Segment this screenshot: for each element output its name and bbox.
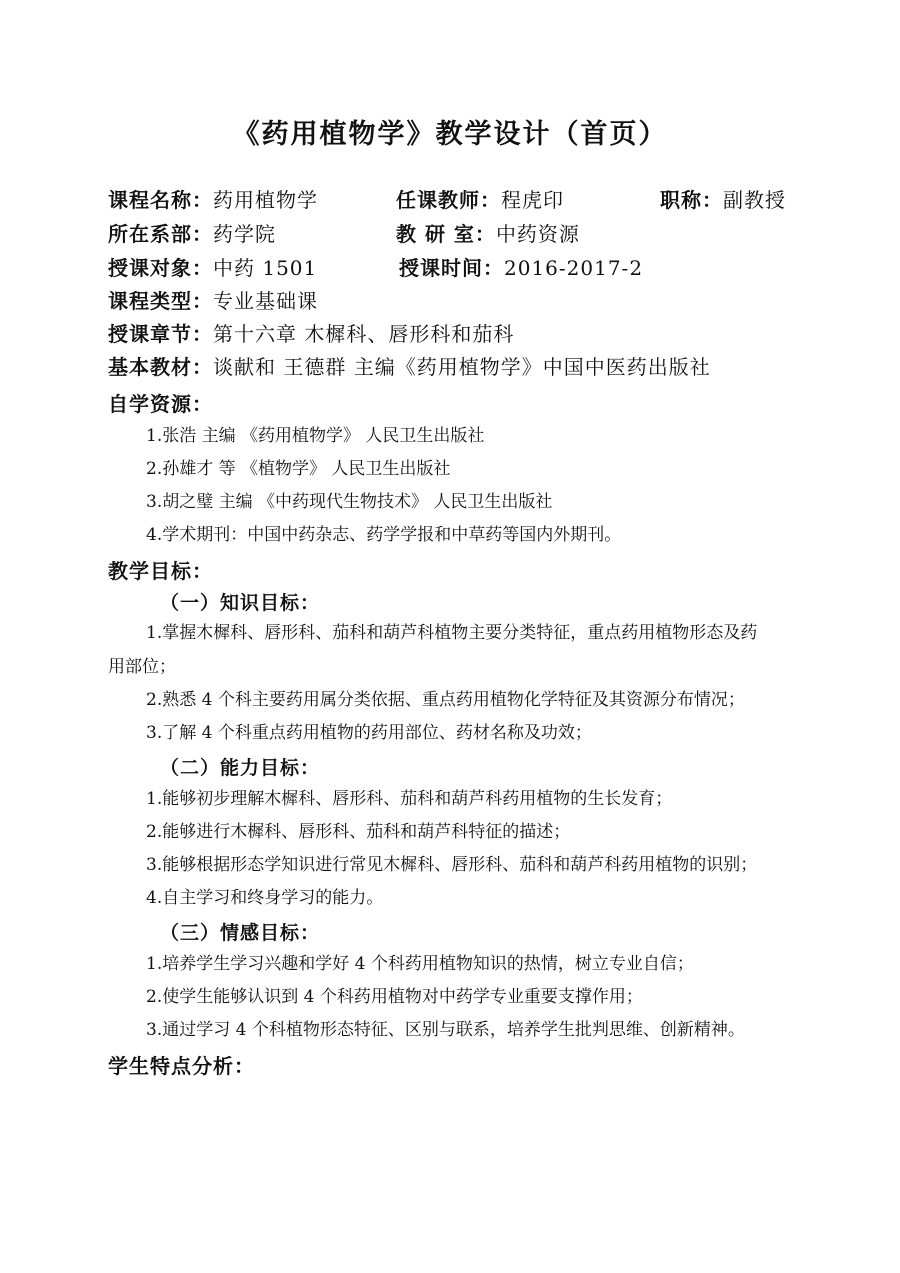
course-name-row xyxy=(108,186,318,214)
resource-item: 1.张浩 主编 《药用植物学》 人民卫生出版社 xyxy=(146,426,485,446)
dept-label: 所在系部： xyxy=(108,222,213,246)
target-value: 中药 1501 xyxy=(213,256,318,280)
ability-goal-item: 1.能够初步理解木樨科、唇形科、茄科和葫芦科药用植物的生长发育； xyxy=(146,789,673,809)
textbook-row xyxy=(108,353,711,381)
emotion-goal-item: 1.培养学生学习兴趣和学好 4 个科药用植物知识的热情，树立专业自信； xyxy=(146,954,694,974)
knowledge-goal-item: 3.了解 4 个科重点药用植物的药用部位、药材名称及功效； xyxy=(146,723,592,743)
ability-goal-item: 4.自主学习和终身学习的能力。 xyxy=(146,888,384,908)
resource-item: 3.胡之璧 主编 《中药现代生物技术》 人民卫生出版社 xyxy=(146,492,553,512)
rank-row xyxy=(660,186,786,214)
knowledge-goal-item: 1.掌握木樨科、唇形科、茄科和葫芦科植物主要分类特征，重点药用植物形态及药 xyxy=(146,623,758,643)
emotion-goals-heading: （三）情感目标： xyxy=(160,922,321,944)
resource-item: 2.孙雄才 等 《植物学》 人民卫生出版社 xyxy=(146,459,451,479)
office-value: 中药资源 xyxy=(495,222,580,246)
dept-row xyxy=(108,220,276,248)
type-row xyxy=(108,287,318,315)
target-row xyxy=(108,254,317,282)
chapter-row xyxy=(108,320,514,348)
knowledge-goals-heading: （一）知识目标： xyxy=(160,592,321,614)
ability-goal-item: 3.能够根据形态学知识进行常见木樨科、唇形科、茄科和葫芦科药用植物的识别； xyxy=(146,855,758,875)
emotion-goal-item: 2.使学生能够认识到 4 个科药用植物对中药学专业重要支撑作用； xyxy=(146,987,643,1007)
office-row xyxy=(396,220,580,248)
time-label: 授课时间： xyxy=(399,256,504,280)
time-row xyxy=(399,254,643,282)
textbook-label: 基本教材： xyxy=(108,355,213,379)
ability-goal-item: 2.能够进行木樨科、唇形科、茄科和葫芦科特征的描述； xyxy=(146,822,571,842)
office-label: 教 研 室： xyxy=(396,222,496,246)
textbook-value: 谈献和 王德群 主编《药用植物学》中国中医药出版社 xyxy=(213,355,711,379)
rank-value: 副教授 xyxy=(723,188,786,212)
rank-label: 职称： xyxy=(660,188,723,212)
ability-goals-heading: （二）能力目标： xyxy=(160,757,321,779)
page-title: 《药用植物学》教学设计（首页） xyxy=(232,119,668,150)
chapter-label: 授课章节： xyxy=(108,322,213,346)
course-name-label: 课程名称： xyxy=(108,188,213,212)
dept-value: 药学院 xyxy=(213,222,276,246)
analysis-heading: 学生特点分析： xyxy=(108,1054,255,1078)
time-value: 2016-2017-2 xyxy=(504,256,644,280)
goals-heading: 教学目标： xyxy=(108,559,213,583)
resources-heading: 自学资源： xyxy=(108,392,213,416)
course-name-value: 药用植物学 xyxy=(213,188,318,212)
teacher-value: 程虎印 xyxy=(501,188,564,212)
teacher-label: 任课教师： xyxy=(396,188,501,212)
chapter-value: 第十六章 木樨科、唇形科和茄科 xyxy=(213,322,515,346)
emotion-goal-item: 3.通过学习 4 个科植物形态特征、区别与联系，培养学生批判思维、创新精神。 xyxy=(146,1020,745,1040)
type-label: 课程类型： xyxy=(108,289,213,313)
teacher-row xyxy=(396,186,564,214)
resource-item: 4.学术期刊：中国中药杂志、药学学报和中草药等国内外期刊。 xyxy=(146,525,622,545)
type-value: 专业基础课 xyxy=(213,289,318,313)
knowledge-goal-item: 2.熟悉 4 个科主要药用属分类依据、重点药用植物化学特征及其资源分布情况； xyxy=(146,690,745,710)
knowledge-goal-item: 用部位； xyxy=(108,657,176,677)
target-label: 授课对象： xyxy=(108,256,213,280)
